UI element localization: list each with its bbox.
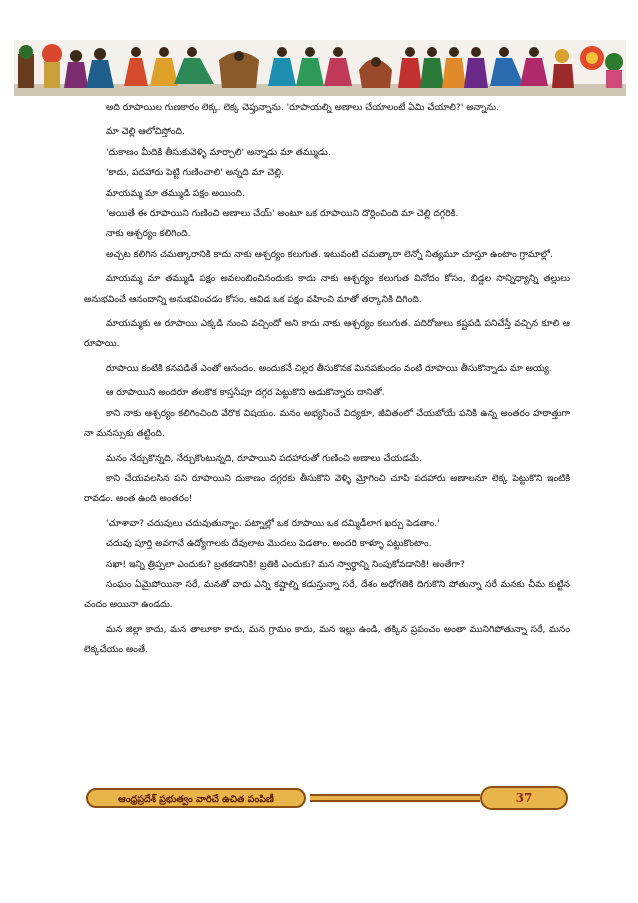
paragraph: నాకు ఆశ్చర్యం కలిగింది. (106, 228, 191, 240)
paragraph: ఆ రూపాయిని అందరూ తలకొక కాస్తసేపూ దగ్గర పెట్టుకొని ఆడుకొన్నారు దానితో. (106, 387, 385, 399)
paragraph: మనం నేర్చుకొన్నది, నేర్చుకొంటున్నది, రూపాయిని పదహారుతో గుణించి అణాలు చేయడమే. (106, 452, 422, 464)
paragraph: అది రూపాయిల గుణకారం లెక్క. లెక్క చెప్తున్నాను. 'రూపాయల్ని అణాలు చేయాలంటే ఏమి చేయాలి?' అన్నాను. (106, 102, 500, 113)
paragraph: అచ్చట కలిగిన చమత్కారానికి కాదు నాకు ఆశ్చర్యం కలుగుత. ఇటువంటి చమత్కారా లెన్నో నిత్యమూ చూస్తూ ఉంటాం గ్రామాల్లో. (106, 248, 553, 260)
paragraph: 'చూశావా? చదువులు చదువుతున్నాం. పట్నాల్లో ఒక రూపాయి ఒక దమ్మిడీలాగ ఖర్చు పెడతాం.' (106, 517, 440, 529)
paragraph: సఖా! ఇన్ని త్రిప్పలా ఎందుకు? బ్రతకడానికి! బ్రతికి ఎందుకు? మన స్వార్థాన్ని నింపుకోవడానికి! అంతేగా? (106, 558, 465, 570)
footer-distribution-label: ఆంధ్రప్రదేశ్ ప్రభుత్వం వారిచే ఉచిత పంపిణీ (86, 788, 306, 808)
page-number: 37 (480, 786, 568, 810)
paragraph: కాని చేయవలసిన పని రూపాయిని దుకాణం దగ్గరకు తీసుకొని వెళ్ళి మ్రోగించి చూపి పదహారు అణాలనూ లెక్క పెట్టుకొని ఇంటికి రావడం. అంత ఉంది అంతరం! (84, 472, 570, 505)
page-footer (84, 786, 570, 810)
paragraph: మా చెల్లి ఆలోచిస్తోంది. (106, 126, 185, 138)
paragraph: మాయమ్మకు ఆ రూపాయి ఎక్కడి నుంచి వచ్చిందో అని కాదు నాకు ఆశ్చర్యం కలుగుత. పదిరోజులు కష్టపడి పనిచేస్తే వచ్చిన కూలి ఆ రూపాయి. (84, 318, 570, 350)
paragraph: కాని నాకు ఆశ్చర్యం కలిగించింది వేరొక విషయం. మనం అభ్యసించే విద్యకూ, జీవితంలో చేయబోయే పనికి ఉన్న అంతరం హఠాత్తుగా నా మనస్సుకు తట్టింది. (84, 407, 570, 440)
paragraph: మాయమ్మ మా తమ్ముడి పక్షం అయింది. (106, 187, 245, 199)
paragraph: రూపాయి కంటికి కనపడితే ఎంతో ఆనందం. అందుకనే చిల్లర తీసుకొనక మినపకుందం వంటి రూపాయి తీసుకొన్నాడు మా అయ్య. (106, 362, 552, 374)
paragraph: 'అయితే ఈ రూపాయిని గుణించి అణాలు చేయ్' అంటూ ఒక రూపాయిని దొర్లించింది మా చెల్లి దగ్గరికి. (106, 208, 459, 220)
paragraph: 'దుకాణం మీదికి తీసుకువెళ్ళి మార్చాలి' అన్నాడు మా తమ్ముడు. (106, 146, 331, 158)
body-text (84, 98, 570, 665)
footer-divider (310, 794, 480, 802)
folk-dancers-banner (14, 40, 626, 96)
paragraph: 'కాదు, పదహారు పెట్టి గుణించాలి' అన్నది మా చెల్లి. (106, 167, 284, 179)
paragraph: మన జిల్లా కాదు, మన తాలూకా కాదు, మన గ్రామం కాదు, మన ఇల్లు ఉండి, తక్కిన ప్రపంచం అంతా మునిగిపోతున్నా సరే, మనం లెక్కచేయం అంతే. (84, 623, 570, 656)
paragraph: మాయమ్మ మా తమ్ముడి పక్షం అవలంబించినందుకు కాదు నాకు ఆశ్చర్యం కలుగుత వినోదం కోసం, బిడ్డల సాన్నిధ్యాన్ని తల్లులు అనుభవించే ఆనందాన్ని అనుభవించడం కోసం, ఆవిడ ఒక పక్షం వహించి మాతో తర్కానికి దిగింది. (84, 273, 570, 305)
paragraph: చదువు పూర్తి అవగానే ఉద్యోగాలకు దేవులాట మొదలు పెడతాం. అందరి కాళ్ళూ పట్టుకొంటాం. (106, 538, 432, 550)
paragraph: సంఘం ఏమైపోయినా సరే, మనతో వారు ఎన్ని కష్టాల్ని కడుస్తున్నా సరే, దేశం అధోగతికి దిగుకొని పోతున్నా సరే మనకు చీమ కుట్టిన చందం అయినా ఉండదు. (84, 578, 570, 611)
